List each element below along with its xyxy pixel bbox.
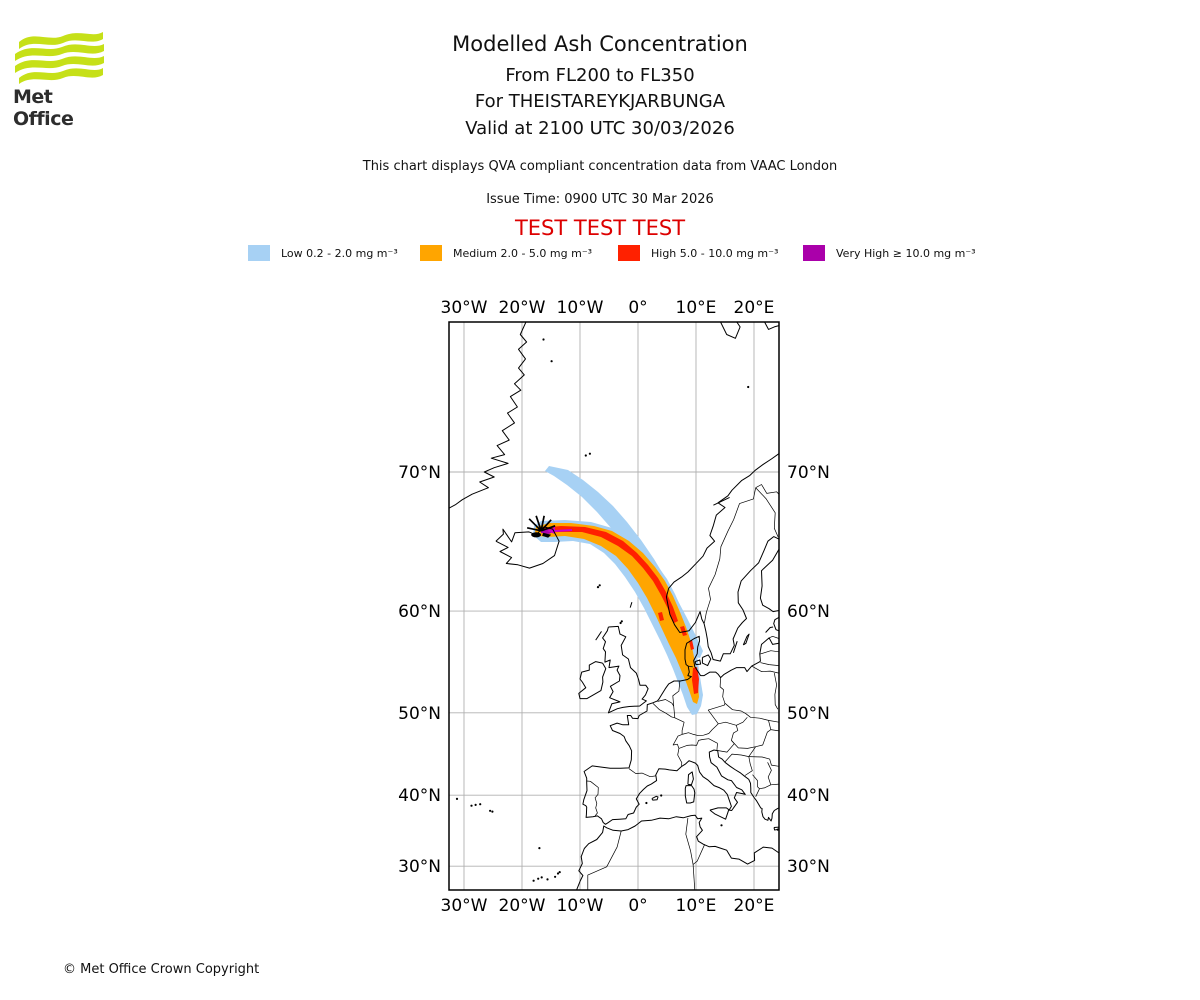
- lon-label-bottom: 20°E: [733, 896, 775, 916]
- title-valid-time: Valid at 2100 UTC 30/03/2026: [465, 118, 735, 139]
- lat-label-left: 30°N: [398, 857, 441, 878]
- lon-label-bottom: 10°W: [556, 896, 604, 916]
- lat-label-left: 60°N: [398, 602, 441, 623]
- lon-label-bottom: 20°W: [498, 896, 546, 916]
- legend-swatch: [420, 245, 442, 261]
- lat-label-right: 70°N: [787, 462, 830, 483]
- lon-label-bottom: 0°: [628, 896, 648, 916]
- ash-map: [398, 298, 830, 916]
- title-volcano-name: For THEISTAREYKJARBUNGA: [474, 91, 726, 112]
- legend-label: Very High ≥ 10.0 mg m⁻³: [836, 247, 976, 260]
- lat-label-right: 50°N: [787, 703, 830, 724]
- test-banner: TEST TEST TEST: [514, 216, 686, 240]
- issue-time: Issue Time: 0900 UTC 30 Mar 2026: [486, 192, 714, 207]
- legend-label: High 5.0 - 10.0 mg m⁻³: [651, 247, 779, 260]
- met-office-wordmark: Met Office: [13, 86, 74, 130]
- lat-label-left: 40°N: [398, 786, 441, 807]
- lon-label-top: 10°W: [556, 298, 604, 318]
- lon-label-top: 20°E: [733, 298, 775, 318]
- lat-label-right: 60°N: [787, 602, 830, 623]
- lon-label-bottom: 30°W: [440, 896, 488, 916]
- lon-label-top: 0°: [628, 298, 648, 318]
- map-layers: [449, 322, 779, 891]
- lon-label-bottom: 10°E: [675, 896, 717, 916]
- page-title: Modelled Ash Concentration: [452, 32, 748, 56]
- copyright-notice: © Met Office Crown Copyright: [63, 962, 260, 977]
- lat-label-right: 30°N: [787, 857, 830, 878]
- legend-label: Low 0.2 - 2.0 mg m⁻³: [281, 247, 398, 260]
- lat-label-left: 50°N: [398, 703, 441, 724]
- compliance-note: This chart displays QVA compliant concentration data from VAAC London: [362, 159, 838, 174]
- concentration-legend: [0, 245, 1200, 263]
- lon-label-top: 30°W: [440, 298, 488, 318]
- legend-swatch: [618, 245, 640, 261]
- lat-label-left: 70°N: [398, 462, 441, 483]
- legend-label: Medium 2.0 - 5.0 mg m⁻³: [453, 247, 593, 260]
- lon-label-top: 20°W: [498, 298, 546, 318]
- lat-label-right: 40°N: [787, 786, 830, 807]
- legend-swatch: [248, 245, 270, 261]
- map-svg: [398, 298, 830, 916]
- title-flight-levels: From FL200 to FL350: [505, 65, 695, 86]
- lon-label-top: 10°E: [675, 298, 717, 318]
- legend-swatch: [803, 245, 825, 261]
